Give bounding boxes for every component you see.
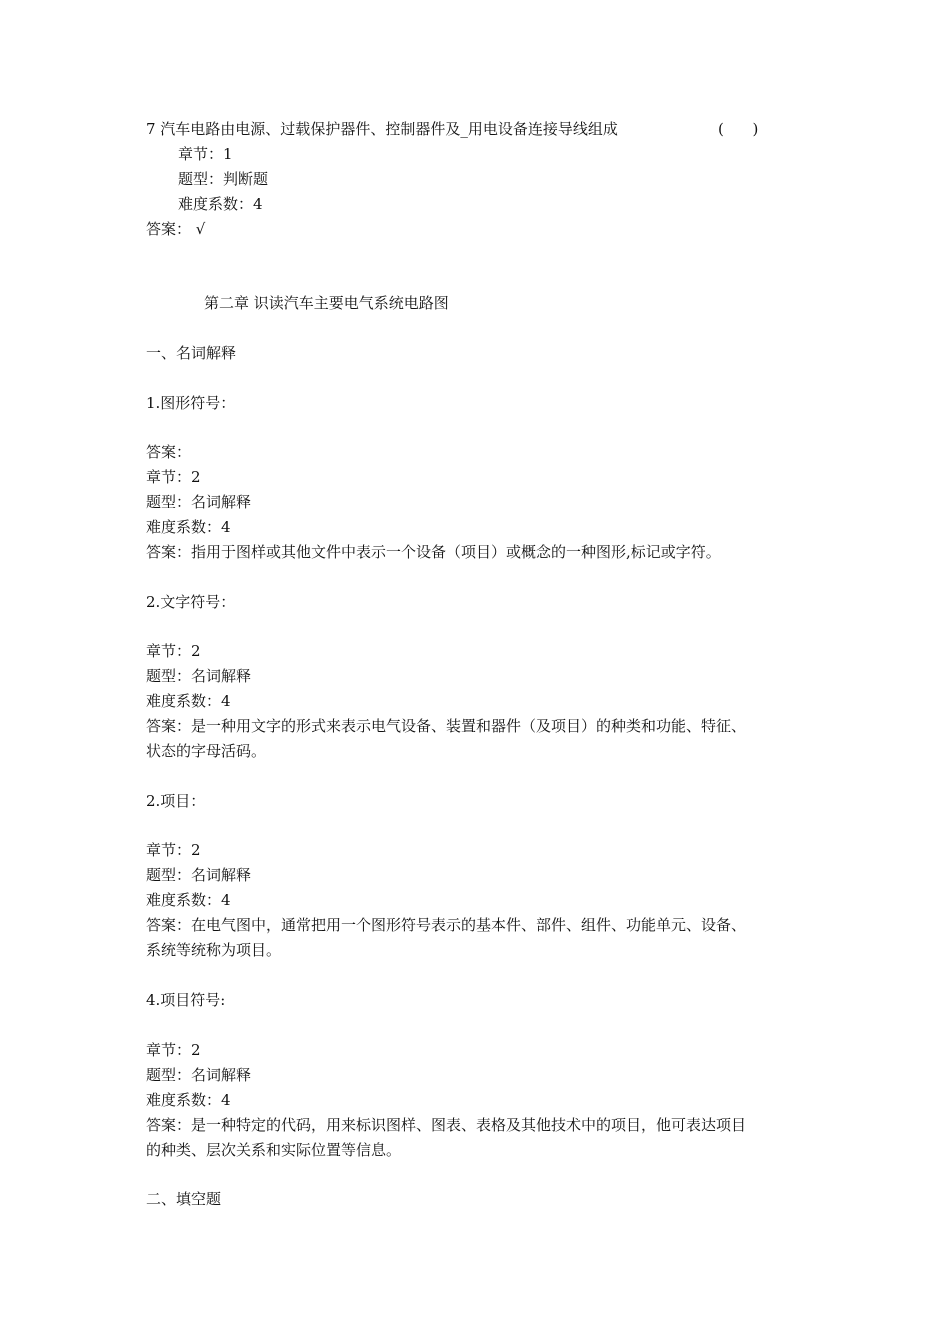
item-4-chapter: 章节：2 bbox=[146, 1041, 201, 1059]
question-7-type: 题型：判断题 bbox=[178, 170, 269, 188]
question-7-chapter: 章节：1 bbox=[178, 145, 233, 163]
section-heading-definitions: 一、名词解释 bbox=[146, 344, 237, 362]
item-3-type: 题型：名词解释 bbox=[146, 866, 252, 884]
item-3-answer-line-1: 答案：在电气图中，通常把用一个图形符号表示的基本件、部件、组件、功能单元、设备、 bbox=[146, 916, 747, 934]
item-1-answer-label: 答案： bbox=[146, 443, 192, 461]
item-1-question: 1.图形符号： bbox=[146, 394, 236, 412]
item-1-difficulty: 难度系数：4 bbox=[146, 518, 231, 536]
item-2-difficulty: 难度系数：4 bbox=[146, 692, 231, 710]
item-4-type: 题型：名词解释 bbox=[146, 1066, 252, 1084]
item-1-chapter: 章节：2 bbox=[146, 468, 201, 486]
item-4-answer-line-2: 的种类、层次关系和实际位置等信息。 bbox=[146, 1141, 402, 1159]
item-2-type: 题型：名词解释 bbox=[146, 667, 252, 685]
question-7-difficulty: 难度系数：4 bbox=[178, 195, 263, 213]
section-heading-fill-in-blank: 二、填空题 bbox=[146, 1190, 222, 1208]
item-3-chapter: 章节：2 bbox=[146, 841, 201, 859]
item-4-question: 4.项目符号: bbox=[146, 991, 226, 1009]
question-7-stem: 7 汽车电路由电源、过载保护器件、控制器件及_用电设备连接导线组成 bbox=[146, 120, 618, 138]
item-2-chapter: 章节：2 bbox=[146, 642, 201, 660]
answer-blank-parentheses: ( ) bbox=[718, 120, 759, 138]
item-4-answer-line-1: 答案：是一种特定的代码，用来标识图样、图表、表格及其他技术中的项目，他可表达项目 bbox=[146, 1116, 747, 1134]
item-2-answer-line-2: 状态的字母活码。 bbox=[146, 742, 267, 760]
item-2-question: 2.文字符号： bbox=[146, 593, 236, 611]
item-1-type: 题型：名词解释 bbox=[146, 493, 252, 511]
item-3-question: 2.项目： bbox=[146, 792, 206, 810]
question-7-answer: 答案： √ bbox=[146, 220, 206, 238]
item-4-difficulty: 难度系数：4 bbox=[146, 1091, 231, 1109]
item-2-answer-line-1: 答案：是一种用文字的形式来表示电气设备、装置和器件（及项目）的种类和功能、特征、 bbox=[146, 717, 747, 735]
item-3-difficulty: 难度系数：4 bbox=[146, 891, 231, 909]
item-1-answer: 答案：指用于图样或其他文件中表示一个设备（项目）或概念的一种图形,标记或字符。 bbox=[146, 543, 721, 561]
chapter-title: 第二章 识读汽车主要电气系统电路图 bbox=[204, 294, 449, 312]
item-3-answer-line-2: 系统等统称为项目。 bbox=[146, 941, 282, 959]
